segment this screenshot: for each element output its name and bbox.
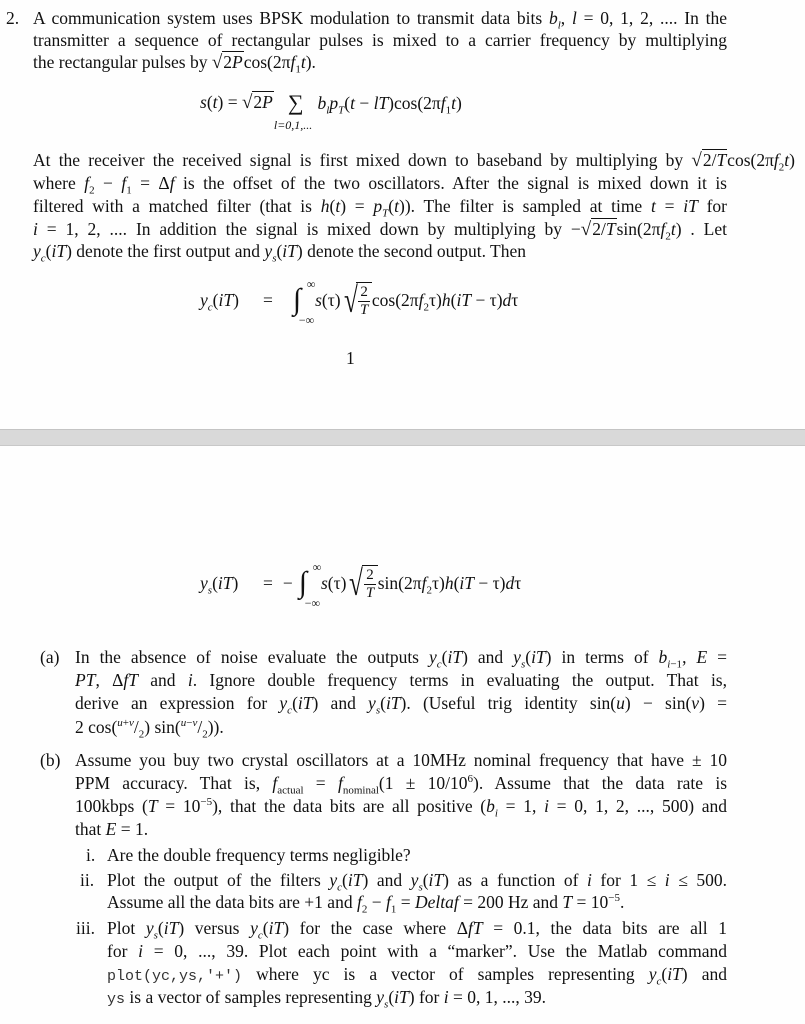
subpart-label: ii. [80, 870, 95, 890]
equation-yc [200, 277, 519, 327]
frac-den: T [365, 584, 375, 601]
receiver-line: At the receiver the received signal is first mixed down to baseband by multiplying by $√2/Tcos(2\pi f_2t)$ [33, 150, 795, 171]
subpart-line: Plot $y_s(iT)$ versus $y_c(iT)$ for the case where ΔfT = 0.1, the data bits are all 1 [107, 918, 727, 939]
sqrt-fraction: √ $\frac{2}{T}$ [341, 282, 372, 319]
eq-s-lhs: s(t) = √2P [200, 92, 273, 113]
integral-upper: ∞ [306, 277, 316, 291]
subpart-line: Plot the output of the filters $y_c(iT)$ and $y_s(iT)$ as a function of i for 1 ≤ i ≤ 500. [107, 870, 727, 891]
integral-lower: −∞ [298, 313, 315, 327]
subpart-line: plot(yc,ys,'+') where yc is a vector of samples representing $y_c(iT)$ and [107, 964, 727, 985]
part-b-line: PPM accuracy. That is, $f_{actual} = f_{nominal}(1 \pm 10/10^6)$. Assume that the data rate is [75, 773, 727, 794]
equation-ys [200, 560, 522, 610]
minus-sign: − [282, 572, 293, 593]
yc-lhs: $y_c(iT)$ [200, 289, 239, 313]
frac-den: T [359, 301, 369, 318]
receiver-line: filtered with a matched filter (that is $h(t) = p_T(t)$). The filter is sampled at time t = iT for [33, 196, 727, 217]
subpart-line: ys is a vector of samples representing $y_s(iT)$ for i = 0, 1, ..., 39. [107, 987, 546, 1011]
eq-s-rhs: $b_lp_T(t - lT)\cos(2\pi f_1t)$ [317, 92, 462, 116]
subpart-label: iii. [76, 918, 95, 938]
part-b-line: 100kbps $(T = 10^{-5})$, that the data bits are all positive ($b_i = 1$, i = 0, 1, 2, ..., 500) and [75, 796, 727, 817]
receiver-line: where $f_2 - f_1 = \Delta f$ is the offset of the two oscillators. After the signal is mixed down it is [33, 173, 727, 194]
intro-line: the rectangular pulses by $√2Pcos(2\pi f_1t)$. [33, 52, 316, 76]
receiver-line: i = 1, 2, .... In addition the signal is mixed down by multiplying by $-√2/Tsin(2\pi f_2t)$ . Let [33, 219, 727, 240]
part-b-label: (b) [40, 750, 61, 770]
sqrt-fraction: √ $\frac{2}{T}$ [346, 565, 377, 602]
part-a-line: 2 $\cos(^{u+v}/_2)$ $\sin(^{u-v}/_2)$). [75, 717, 224, 741]
frac-num: 2 [360, 283, 368, 300]
sum-limit: l=0,1,... [273, 118, 313, 132]
page-break [0, 429, 805, 446]
intro-line: transmitter a sequence of rectangular pulses is mixed to a carrier frequency by multiplying [33, 30, 727, 50]
subpart-label: i. [86, 845, 96, 865]
integral-symbol: ∫ ∞ −∞ [292, 277, 316, 327]
s-tau: s(τ) [320, 572, 347, 593]
problem-number: 2. [6, 8, 20, 28]
integral-upper: ∞ [312, 560, 322, 574]
yc-rhs: $\cos(2\pi f_2\tau)h(iT - \tau)d\tau$ [371, 289, 519, 313]
part-a-line: PT, ΔfT and i. Ignore double frequency terms in evaluating the output. That is, [75, 670, 727, 690]
intro-line: A communication system uses BPSK modulation to transmit data bits $b_l$, l = 0, 1, 2, .... In the [33, 8, 727, 29]
part-b-line: that E = 1. [75, 819, 149, 839]
integral-symbol: ∫ ∞ −∞ [298, 560, 322, 610]
part-b-line: Assume you buy two crystal oscillators at a 10MHz nominal frequency that have ± 10 [75, 750, 727, 770]
ys-rhs: $\sin(2\pi f_2\tau)h(iT - \tau)d\tau$ [377, 572, 522, 596]
subpart-line: Assume all the data bits are +1 and $f_2 - f_1$ = Deltaf = 200 Hz and $T = 10^{-5}$. [107, 892, 625, 916]
frac-num: 2 [366, 566, 374, 583]
ys-lhs: $y_s(iT)$ [200, 572, 239, 596]
sum-sign: ∑ [287, 90, 304, 115]
equals-sign: = [263, 289, 273, 310]
summation-symbol [273, 90, 313, 132]
part-a-line: In the absence of noise evaluate the outputs $y_c(iT)$ and $y_s(iT)$ in terms of $b_{i-1}$, E = [75, 647, 727, 668]
page-number: 1 [346, 348, 355, 368]
s-tau: s(τ) [315, 289, 341, 310]
integral-lower: −∞ [304, 596, 321, 610]
subpart-line: Are the double frequency terms negligible? [107, 845, 411, 865]
equation-s-of-t [200, 90, 462, 132]
equals-sign: = [263, 572, 273, 593]
part-a-label: (a) [40, 647, 60, 667]
receiver-line: $y_c(iT)$ denote the first output and $y_s(iT)$ denote the second output. Then [33, 241, 526, 265]
part-a-line: derive an expression for $y_c(iT)$ and $y_s(iT)$. (Useful trig identity sin(u) − sin(v) = [75, 693, 727, 714]
subpart-line: for i = 0, ..., 39. Plot each point with a “marker”. Use the Matlab command [107, 941, 727, 961]
